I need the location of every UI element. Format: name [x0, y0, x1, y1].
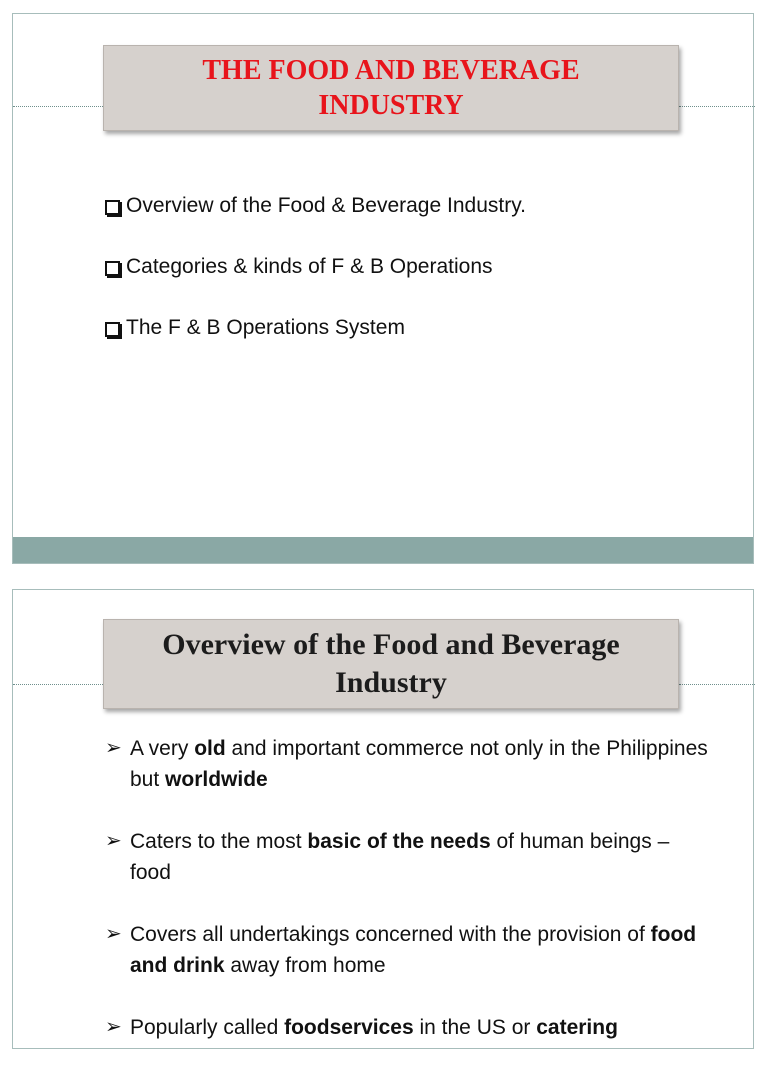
list-item [105, 316, 526, 377]
arrowhead-icon: ➢ [105, 923, 122, 945]
list-item-text: Overview of the Food & Beverage Industry. [126, 194, 526, 217]
list-item-text: The F & B Operations System [126, 316, 405, 339]
slide-1-item-list [105, 194, 526, 377]
text-run: away from home [224, 954, 386, 977]
arrowhead-icon: ➢ [105, 737, 122, 759]
hollow-square-icon [105, 200, 120, 215]
slide-2-bullet-list [105, 733, 715, 1074]
text-run: A very [130, 737, 195, 760]
list-item [105, 733, 715, 795]
list-item [105, 194, 526, 255]
slide-1-title-line-1: THE FOOD AND BEVERAGE [202, 55, 580, 86]
slide-1-title-line-2: INDUSTRY [318, 90, 464, 121]
text-run: in the US or [413, 1016, 537, 1039]
slide-1-title-box [103, 45, 679, 131]
list-item-text [130, 1012, 715, 1043]
slide-1 [12, 13, 754, 564]
divider-line-right [679, 106, 755, 107]
divider-line-left [13, 684, 103, 685]
slide-2-title-box [103, 619, 679, 709]
text-run: Covers all undertakings concerned with the provision of [130, 923, 651, 946]
list-item [105, 826, 715, 888]
arrowhead-icon: ➢ [105, 1016, 122, 1038]
bold-text: foodservices [284, 1016, 414, 1039]
divider-line-left [13, 106, 103, 107]
bold-text: worldwide [165, 768, 268, 791]
text-run: Caters to the most [130, 830, 308, 853]
slide-1-footer-bar [13, 537, 753, 563]
list-item-text: Categories & kinds of F & B Operations [126, 255, 493, 278]
divider-line-right [679, 684, 755, 685]
slide-2-title-line-1: Overview of the Food and Beverage [162, 628, 620, 661]
bold-text: food and drink [130, 923, 697, 977]
hollow-square-icon [105, 261, 120, 276]
arrowhead-icon: ➢ [105, 830, 122, 852]
text-run: of human beings – food [130, 830, 670, 884]
bold-text: basic of the needs [307, 830, 491, 853]
list-item [105, 255, 526, 316]
text-run: and important commerce not only in the Philippines but [130, 737, 708, 791]
slide-2-title-line-2: Industry [335, 666, 447, 699]
list-item-text [130, 733, 715, 795]
slide-2 [12, 589, 754, 1049]
text-run: Popularly called [130, 1016, 285, 1039]
list-item-text [130, 919, 715, 981]
bold-text: old [194, 737, 226, 760]
list-item [105, 1012, 715, 1043]
hollow-square-icon [105, 322, 120, 337]
list-item-text [130, 826, 715, 888]
list-item [105, 919, 715, 981]
bold-text: catering [536, 1016, 618, 1039]
